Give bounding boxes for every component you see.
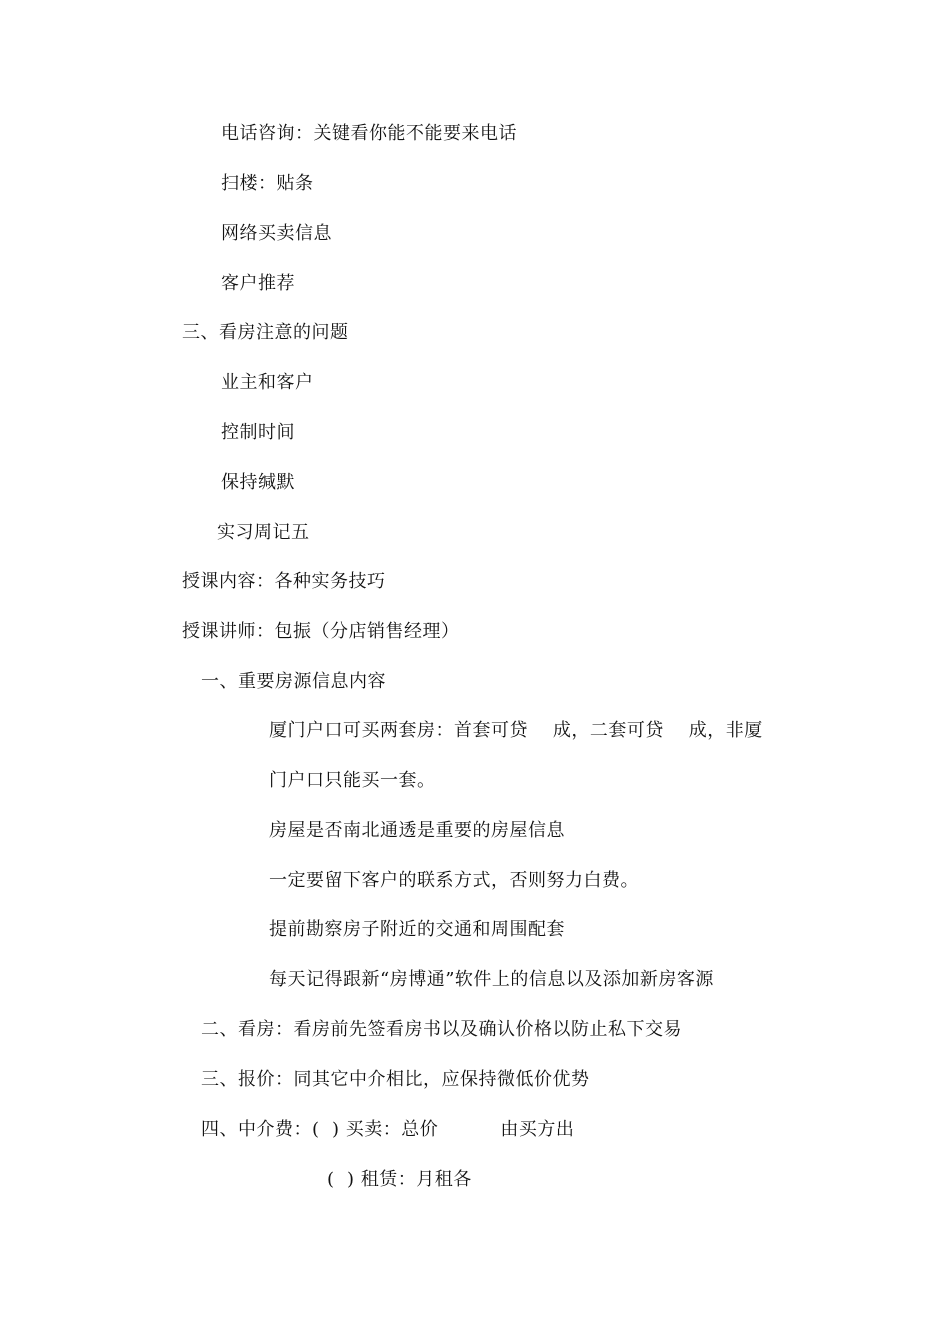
section-heading: 三、看房注意的问题 [182,322,349,343]
text-line: 厦门户口可买两套房：首套可贷 成，二套可贷 成，非厦 [269,720,763,741]
course-lecturer: 授课讲师：包振（分店销售经理） [182,621,460,642]
text-line: 每天记得跟新“房博通”软件上的信息以及添加新房客源 [269,969,714,990]
text-line: 门户口只能买一套。 [269,770,436,791]
section-heading: 二、看房：看房前先签看房书以及确认价格以防止私下交易 [201,1019,682,1040]
text-line: 电话咨询：关键看你能不能要来电话 [221,123,517,144]
text-line: 扫楼：贴条 [221,173,314,194]
text-line: 业主和客户 [221,372,314,393]
text-line: 一定要留下客户的联系方式，否则努力白费。 [269,870,639,891]
section-heading: 三、报价：同其它中介相比，应保持微低价优势 [201,1069,590,1090]
text-line: 提前勘察房子附近的交通和周围配套 [269,919,565,940]
text-line: 房屋是否南北通透是重要的房屋信息 [269,820,565,841]
text-line: 控制时间 [221,422,295,443]
text-line: ( ) 租赁：月租各 [327,1169,472,1190]
section-heading: 一、重要房源信息内容 [201,671,386,692]
course-content: 授课内容：各种实务技巧 [182,571,386,592]
text-line: 客户推荐 [221,273,295,294]
document-title: 实习周记五 [217,522,310,543]
text-line: 保持缄默 [221,472,295,493]
section-heading: 四、中介费：( ) 买卖：总价 由买方出 [201,1119,575,1140]
text-line: 网络买卖信息 [221,223,332,244]
